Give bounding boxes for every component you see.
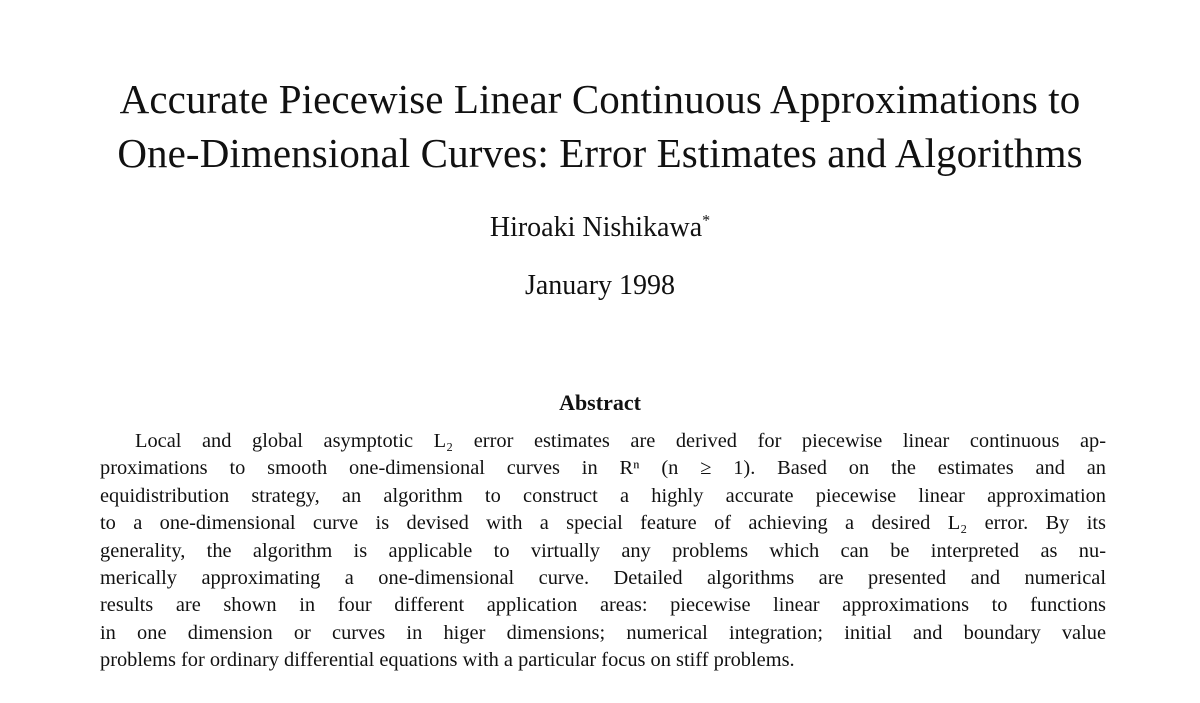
abstract-line: in one dimension or curves in higer dimensions; numerical integration; initial and boundary value [100, 621, 1106, 644]
author-footnote-mark: * [702, 212, 711, 230]
title-line-2: One-Dimensional Curves: Error Estimates and Algorithms [117, 130, 1083, 176]
abstract-line: equidistribution strategy, an algorithm to construct a highly accurate piecewise linear approximation [100, 484, 1106, 507]
paper-title [60, 72, 1140, 180]
publication-date: January 1998 [524, 270, 676, 301]
author-name: Hiroaki Nishikawa [489, 212, 703, 243]
abstract-line: proximations to smooth one-dimensional curves in Rⁿ (n ≥ 1). Based on the estimates and an [100, 457, 1106, 480]
abstract-heading: Abstract [559, 390, 641, 415]
author-line [0, 210, 1200, 246]
abstract-line: results are shown in four different application areas: piecewise linear approximations to functions [100, 594, 1106, 617]
title-line-1: Accurate Piecewise Linear Continuous Approximations to [119, 76, 1081, 122]
abstract-line: generality, the algorithm is applicable to virtually any problems which can be interpreted as nu- [100, 539, 1106, 562]
abstract-body [100, 428, 1106, 675]
abstract-line: to a one-dimensional curve is devised with a special feature of achieving a desired L₂ error. By its [100, 512, 1106, 535]
abstract-line: Local and global asymptotic L₂ error estimates are derived for piecewise linear continuous ap- [135, 430, 1106, 452]
abstract-line: problems for ordinary differential equations with a particular focus on stiff problems. [100, 649, 795, 672]
abstract-line: merically approximating a one-dimensional curve. Detailed algorithms are presented and numerical [100, 566, 1106, 589]
